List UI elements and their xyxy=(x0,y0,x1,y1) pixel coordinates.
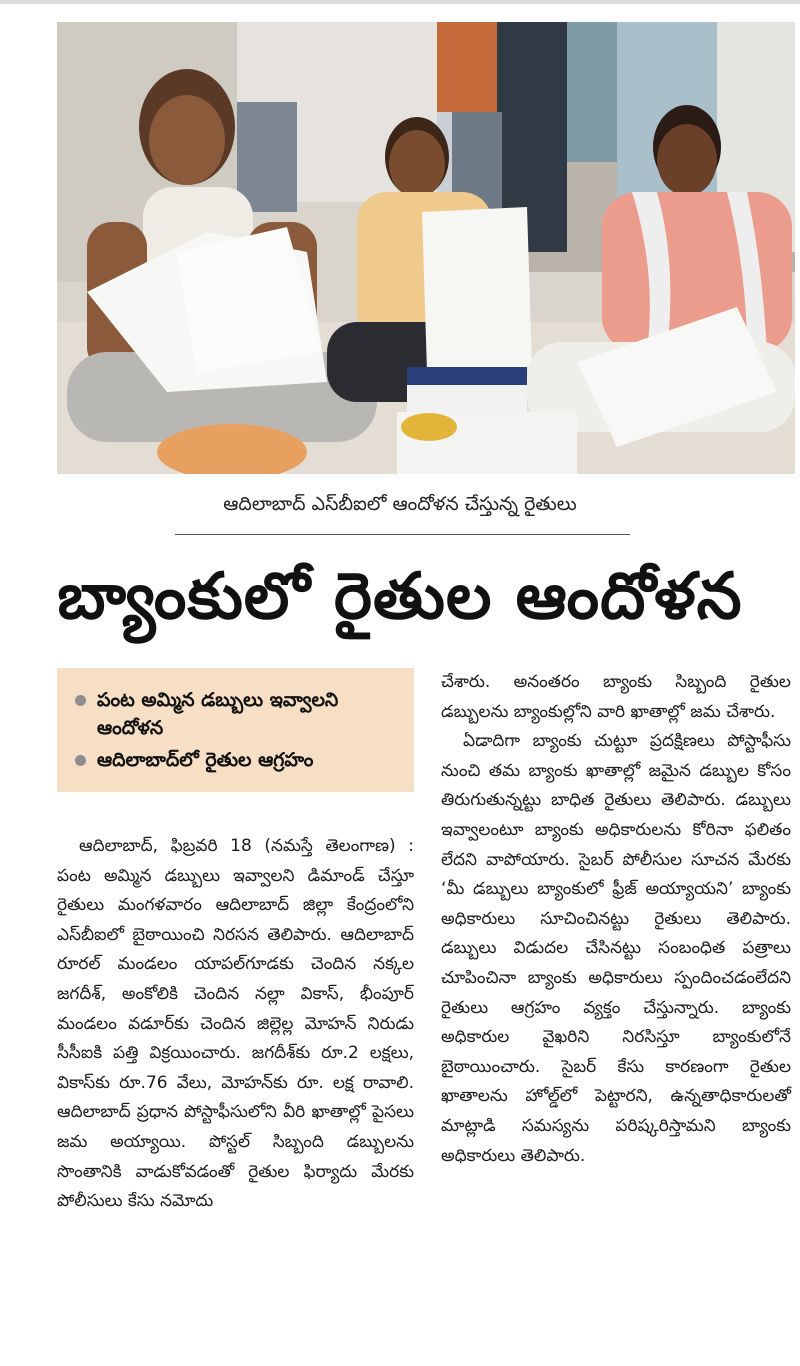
bullet-icon xyxy=(75,755,86,766)
article-column-right xyxy=(441,668,791,1171)
photo-illustration xyxy=(57,22,795,474)
article-paragraph: ఆదిలాబాద్, ఫిబ్రవరి 18 (నమస్తే తెలంగాణ) : పంట అమ్మిన డబ్బులు ఇవ్వాలని డిమాండ్ చేస్తూ రైతులు మంగళవారం ఆదిలాబాద్ జిల్లా కేంద్రంలోని ఎస్‌బీఐలో బైఠాయించి నిరసన తెలిపారు. ఆదిలాబాద్ రూరల్ మండలం యాపల్‌గూడకు చెందిన నక్కల జగదీశ్, అంకోలికి చెందిన నల్లా వికాస్, భీంపూర్ మండలం వడూర్‌కు చెందిన జిల్లెల్ల మోహన్ నిరుడు సీసీఐకి పత్తి విక్రయించారు. జగదీశ్‌కు రూ.2 లక్షలు, వికాస్‌కు రూ.76 వేలు, మోహన్‌కు రూ. లక్ష రావాలి. ఆదిలాబాద్ ప్రధాన పోస్టాఫీసులోని వీరి ఖాతాల్లో పైసలు జమ అయ్యాయి. పోస్టల్ సిబ్బంది డబ్బులను సొంతానికి వాడుకోవడంతో రైతుల ఫిర్యాదు మేరకు పోలీసులు కేసు నమోదు xyxy=(57,836,414,1212)
caption-divider xyxy=(175,534,630,535)
highlight-text: పంట అమ్మిన డబ్బులు ఇవ్వాలని ఆందోళన xyxy=(97,689,339,739)
article-paragraph: చేశారు. అనంతరం బ్యాంకు సిబ్బంది రైతుల డబ్బులను బ్యాంకుల్లోని వారి ఖాతాల్లో జమ చేశారు. xyxy=(441,672,791,722)
highlight-text: ఆదిలాబాద్‌లో రైతుల ఆగ్రహం xyxy=(97,749,314,771)
headline: బ్యాంకులో రైతుల ఆందోళన xyxy=(57,560,743,634)
highlights-box xyxy=(57,668,414,792)
bullet-icon xyxy=(75,695,86,706)
article-column-left xyxy=(57,832,414,1217)
top-divider xyxy=(0,0,800,4)
photo-caption: ఆదిలాబాద్ ఎస్‌బీఐలో ఆందోళన చేస్తున్న రైతులు xyxy=(223,493,577,515)
highlight-item xyxy=(75,686,400,742)
article-paragraph: ఏడాదిగా బ్యాంకు చుట్టూ ప్రదక్షిణలు పోస్టాఫీసు నుంచి తమ బ్యాంకు ఖాతాల్లో జమైన డబ్బుల కోసం తిరుగుతున్నట్టు బాధిత రైతులు తెలిపారు. డబ్బులు ఇవ్వాలంటూ బ్యాంకు అధికారులను కోరినా ఫలితం లేదని వాపోయారు. సైబర్ పోలీసుల సూచన మేరకు ‘మీ డబ్బులు బ్యాంకులో ఫ్రీజ్ అయ్యాయని’ బ్యాంకు అధికారులు సూచించినట్టు రైతులు తెలిపారు. డబ్బులు విడుదల చేసినట్టు సంబంధిత పత్రాలు చూపించినా బ్యాంకు అధికారులు స్పందించడంలేదని రైతులు ఆగ్రహం వ్యక్తం చేస్తున్నారు. బ్యాంకు అధికారుల వైఖరిని నిరసిస్తూ బ్యాంకులోనే బైఠాయించారు. సైబర్ కేసు కారణంగా రైతుల ఖాతాలను హోల్డ్‌లో పెట్టారని, ఉన్నతాధికారులతో మాట్లాడి సమస్యను పరిష్కరిస్తామని బ్యాంకు అధికారులు తెలిపారు. xyxy=(441,731,791,1166)
highlight-item xyxy=(75,746,400,774)
news-photo xyxy=(57,22,795,474)
